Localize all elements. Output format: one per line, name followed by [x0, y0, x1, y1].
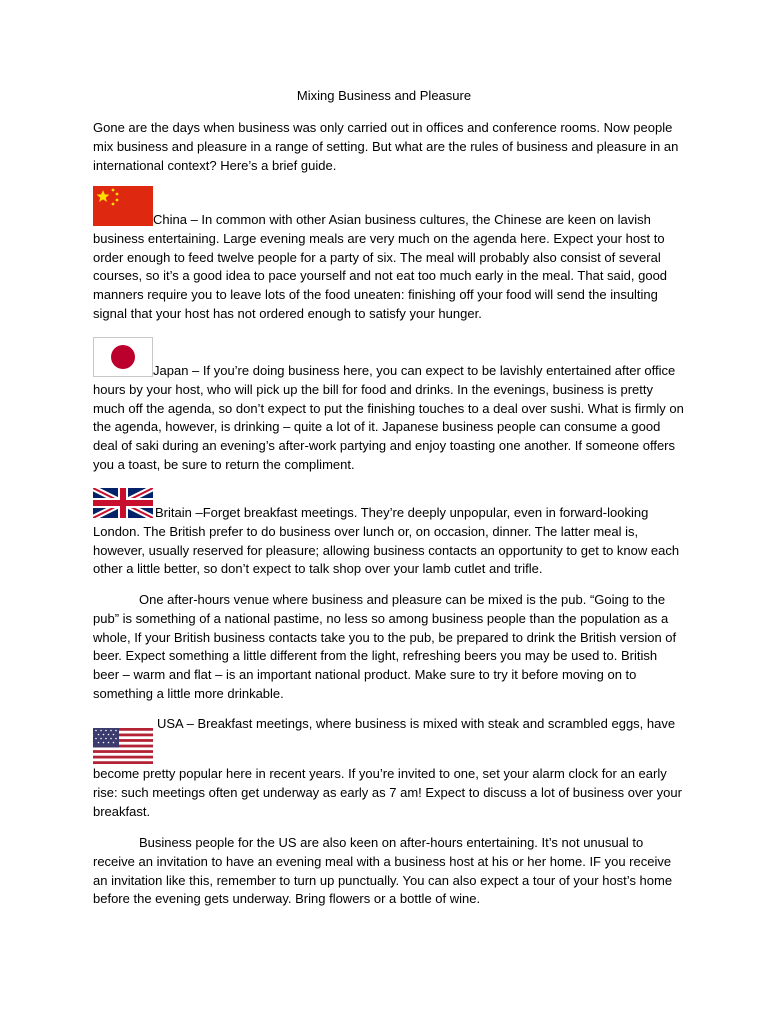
usa-entertaining-paragraph: Business people for the US are also keen on after-hours entertaining. It’s not unusual to receive an invitation to have an evening meal with a business host at his or her home. IF you receive an invitation like this, remember to turn up punctually. You can also expect a tour of your host’s home before the evening gets underway. Bring flowers or a bottle of wine.: [93, 835, 673, 907]
document-title: Mixing Business and Pleasure: [296, 88, 472, 103]
usa-flag-icon: [93, 728, 153, 764]
britain-paragraph: Britain –Forget breakfast meetings. They’re deeply unpopular, even in forward-looking London. The British prefer to do business over lunch or, on occasion, dinner. The latter meal is, however, usually reserved for pleasure; allowing business contacts an opportunity to get to know each other a little better, so don’t expect to talk shop over your lamb cutlet and trifle.: [93, 505, 680, 577]
china-paragraph: China – In common with other Asian business cultures, the Chinese are keen on lavish business entertaining. Large evening meals are very much on the agenda here. Expect your host to order enough to feed twelve people for a party of six. The meal will probably also consist of several courses, so it’s a good idea to pace yourself and not eat too much early in the meal. That said, good manners require you to leave lots of the food uneaten: finishing off your food will send the insulting signal that your host has not ordered enough to satisfy your hunger.: [93, 212, 668, 321]
britain-pub-paragraph: One after-hours venue where business and pleasure can be mixed is the pub. “Going to the pub” is something of a national pastime, no less so among business people than the population as a whole, If your British business contacts take you to the pub, be prepared to drink the British version of beer. Expect something a little different from the light, refreshing beers you may be used to. British beer – warm and flat – is an important national product. Make sure to try it before moving on to something a little more drinkable.: [93, 592, 677, 701]
japan-paragraph: Japan – If you’re doing business here, you can expect to be lavishly entertained after office hours by your host, who will pick up the bill for food and drinks. In the evenings, business is pretty much off the agenda, so don’t expect to put the finishing touches to a deal over sushi. What is firmly on the agenda, however, is drinking – quite a lot of it. Japanese business people can consume a good deal of saki during an evening’s after-work partying and enjoy toasting one another. If someone offers you a toast, be sure to return the compliment.: [93, 363, 684, 472]
usa-first-line: USA – Breakfast meetings, where business is mixed with steak and scrambled eggs, have: [157, 716, 676, 731]
intro-paragraph: Gone are the days when business was only carried out in offices and conference rooms. Now people mix business and pleasure in a range of setting. But what are the rules of business and pleasure in an international context? Here’s a brief guide.: [93, 120, 679, 173]
usa-paragraph: become pretty popular here in recent years. If you’re invited to one, set your alarm clock for an early rise: such meetings often get underway as early as 7 am! Expect to discuss a lot of business over your breakfast.: [93, 766, 682, 819]
